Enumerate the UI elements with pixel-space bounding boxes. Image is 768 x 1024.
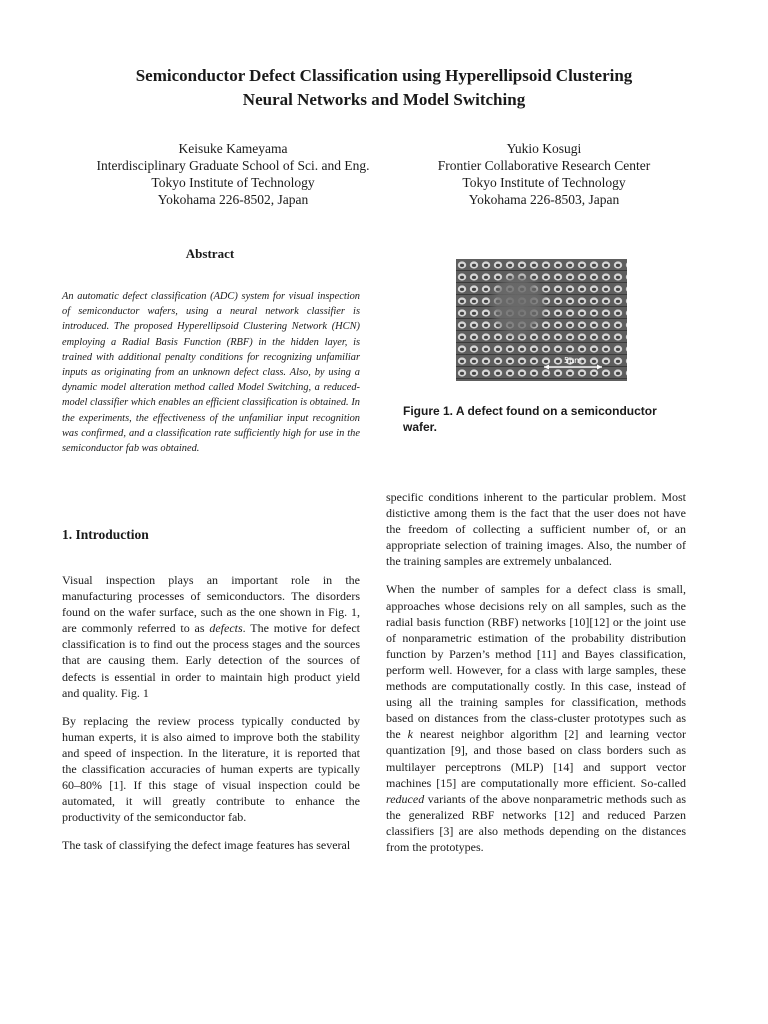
scale-label: 5μm bbox=[564, 356, 582, 365]
author-name: Yukio Kosugi bbox=[506, 141, 582, 156]
left-column-body bbox=[62, 572, 360, 866]
author-address: Yokohama 226-8502, Japan bbox=[157, 192, 309, 207]
author-affiliation: Interdisciplinary Graduate School of Sci. and Eng. bbox=[96, 158, 370, 173]
title-line-1: Semiconductor Defect Classification using Hyperellipsoid Clustering bbox=[135, 66, 633, 85]
paper-title bbox=[0, 64, 768, 112]
right-paragraph-1: specific conditions inherent to the particular problem. Most distictive among them is the fact that the user does not have the freedom of collecting a sufficient number of, or an appropriate selection of training images. Also, the number of the training samples are extremely unbalanced. bbox=[386, 490, 686, 569]
author-institution: Tokyo Institute of Technology bbox=[151, 175, 315, 190]
abstract-text: An automatic defect classification (ADC) system for visual inspection of semiconductor wafers, using a neural network classifier is introduced. The proposed Hyperellipsoid Clustering Network (HCN) employing a Radial Basis Function (RBF) in the hidden layer, is trained with additional penalty conditions for recognizing unfamiliar inputs as originating from an unknown defect class. Also, by using a dynamic model alteration method called Model Switching, a reduced-model classifier which enables an efficient classification is obtained. In the experiments, the effectiveness of the unfamiliar input recognition was confirmed, and a classification rate sufficiently high for use in the semiconductor fab was obtained. bbox=[62, 291, 360, 455]
right-paragraph-2: When the number of samples for a defect class is small, approaches whose decisions rely on all samples, such as the radial basis function (RBF) networks [10][12] or the joint use of nonparametric estimation of the probability distribution function by Parzen’s method [11] and Bayes classification, perform well. However, for a class with large samples, these methods are computationally costly. In this case, instead of using all the training samples for classification, methods based on distances from the class-cluster prototypes such as the k nearest neighbor algorithm [2] and learning vector quantization [9], and those based on class borders such as multilayer perceptrons (MLP) [14] and support vector machines [15] are computationally more efficient. So-called reduced variants of the above nonparametric methods such as the generalized RBF networks [12] and reduced Parzen classifiers [3] are also methods depending on the distances from the prototypes. bbox=[386, 582, 686, 854]
intro-paragraph-2: By replacing the review process typically conducted by human experts, it is also aimed to improve both the stability and speed of inspection. In the literature, it is reported that the classification accuracies of human experts are typically 60–80% [1]. If this stage of visual inspection could be automated, it will greatly contribute to enhance the productivity of the semiconductor fab. bbox=[62, 713, 360, 825]
intro-paragraph-1: Visual inspection plays an important role in the manufacturing processes of semiconductors. The disorders found on the wafer surface, such as the one shown in Fig. 1, are commonly referred to as defects. The motive for defect classification is to find out the process stages and the sources that are causing them. Early detection of the sources of defects is essential in order to maintain high product yield and quality. Fig. 1 bbox=[62, 573, 360, 700]
intro-paragraph-3: The task of classifying the defect image features has several bbox=[62, 838, 351, 853]
wafer-defect-image bbox=[456, 259, 627, 381]
right-column-body bbox=[386, 489, 686, 867]
section-heading: 1. Introduction bbox=[62, 527, 149, 542]
figure-caption: Figure 1. A defect found on a semiconductor wafer. bbox=[403, 404, 657, 434]
author-block-2 bbox=[398, 140, 690, 208]
abstract-heading: Abstract bbox=[185, 246, 235, 261]
author-name: Keisuke Kameyama bbox=[178, 141, 288, 156]
wafer-defect-figure bbox=[456, 259, 627, 381]
defect-region bbox=[488, 271, 548, 339]
author-institution: Tokyo Institute of Technology bbox=[462, 175, 626, 190]
author-block-1 bbox=[58, 140, 408, 208]
author-address: Yokohama 226-8503, Japan bbox=[468, 192, 620, 207]
title-line-2: Neural Networks and Model Switching bbox=[242, 90, 526, 109]
author-affiliation: Frontier Collaborative Research Center bbox=[437, 158, 651, 173]
